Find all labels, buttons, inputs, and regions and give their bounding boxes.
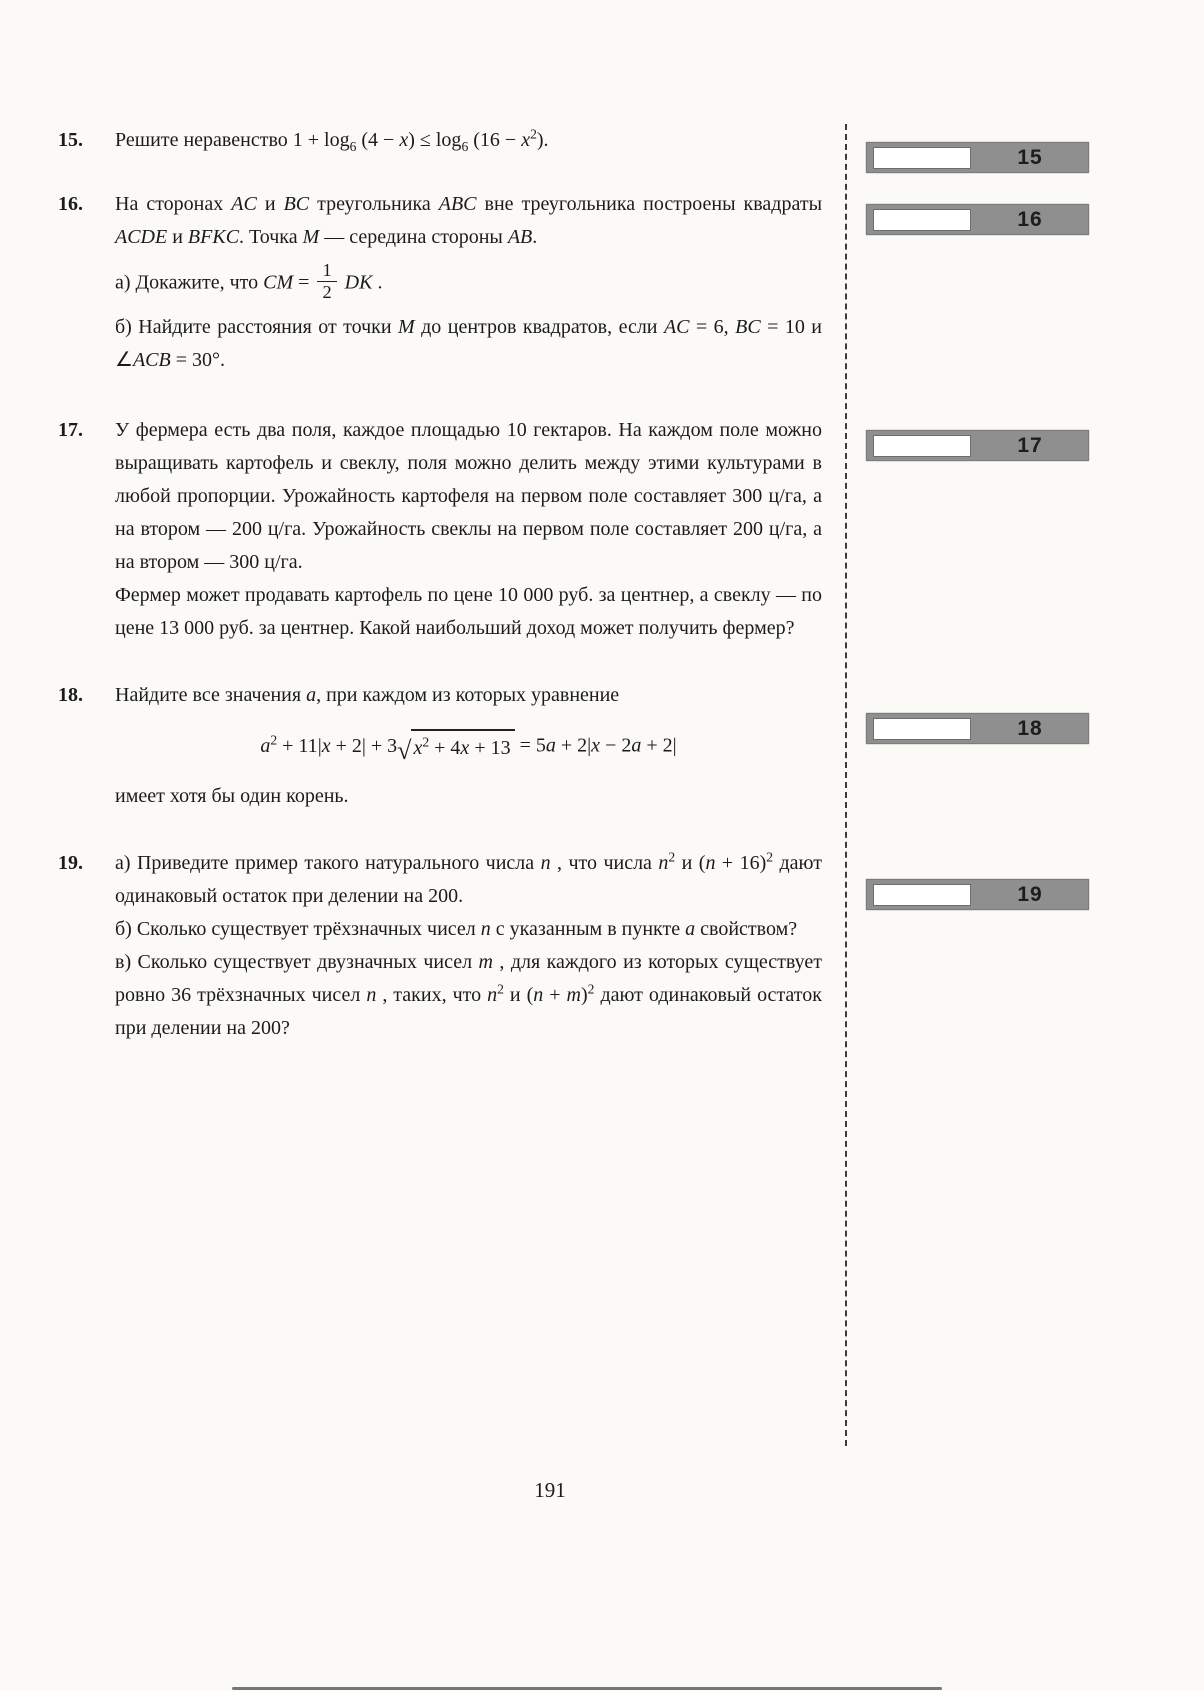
square-root — [397, 729, 514, 765]
problem-16-number: 16. — [58, 193, 83, 215]
problem-18-outro: имеет хотя бы один корень. — [115, 785, 349, 808]
problem-17-paragraph-2: Фермер может продавать картофель по цене 10 000 руб. за центнер, а свеклу — по цене 13 000 руб. за центнер. Какой наибольший доход может получить фермер? — [115, 584, 822, 640]
equation-right-part: = 5a + 2|x − 2a + 2| — [514, 734, 677, 757]
problem-19-part-v: в) Сколько существует двузначных чисел m , для каждого из которых существует ровно 36 трёхзначных чисел n , таких, что $n^2$ и $(n + m)^2$ дают одинаковый остаток при делении на 200? — [115, 951, 823, 1040]
answer-box-16 — [866, 204, 1089, 235]
radicand: $x^2 + 4x + 13$ — [411, 729, 514, 765]
scan-artifact — [232, 1687, 942, 1690]
answer-box-17 — [866, 430, 1089, 461]
answer-box-19-label: 19 — [1017, 882, 1043, 906]
answer-box-19 — [866, 879, 1089, 910]
problem-19-part-a: а) Приведите пример такого натурального числа n , что числа $n^2$ и $(n + 16)^2$ дают одинаковый остаток при делении на 200. — [115, 849, 822, 908]
dashed-cut-line — [845, 124, 847, 1446]
answer-box-18-label: 18 — [1017, 716, 1043, 740]
problem-16-part-b: б) Найдите расстояния от точки M до центров квадратов, если AC = 6, BC = 10 и ∠ACB = 30°. — [115, 316, 822, 372]
problem-16-text: На сторонах AC и BC треугольника ABC вне треугольника построены квадраты ACDE и BFKC. Точка M — середина стороны AB. — [115, 193, 822, 248]
answer-slot-16 — [873, 209, 971, 231]
problem-18 — [58, 679, 822, 813]
answer-slot-15 — [873, 147, 971, 169]
problem-16 — [58, 188, 822, 377]
problem-19-number: 19. — [58, 852, 83, 875]
answer-slot-17 — [873, 435, 971, 457]
part-a-prefix: а) Докажите, что CM = — [115, 271, 315, 294]
answer-slot-19 — [873, 884, 971, 906]
problem-17-paragraph-1: У фермера есть два поля, каждое площадью 10 гектаров. На каждом поле можно выращивать картофель и свеклу, поля можно делить между этими культурами в любой пропорции. Урожайность картофеля на первом поле составляет 300 ц/га, а на втором — 200 ц/га. Урожайность свеклы на первом поле составляет 200 ц/га, а на втором — 300 ц/га. — [115, 419, 822, 574]
answer-box-15-label: 15 — [1017, 145, 1043, 169]
problem-19-part-b: б) Сколько существует трёхзначных чисел n с указанным в пункте а свойством? — [115, 918, 798, 941]
page-number: 191 — [534, 1478, 566, 1502]
fraction-numerator: 1 — [317, 260, 336, 282]
part-a-suffix: DK . — [344, 271, 383, 294]
answer-box-18 — [866, 713, 1089, 744]
problem-19 — [58, 847, 822, 1045]
radical-icon: √ — [397, 735, 412, 765]
problem-16-part-a — [115, 262, 822, 305]
answer-box-15 — [866, 142, 1089, 173]
problem-17 — [58, 414, 822, 645]
answer-box-17-label: 17 — [1017, 433, 1043, 457]
problem-18-intro: Найдите все значения a, при каждом из которых уравнение — [115, 684, 620, 707]
problem-18-number: 18. — [58, 684, 83, 707]
problem-17-number: 17. — [58, 419, 83, 442]
problem-15 — [58, 124, 822, 157]
problem-15-text: Решите неравенство $1 + \log_6 (4 - x) \le \log_6 (16 - x^2)$. — [115, 126, 549, 154]
problem-15-number: 15. — [58, 129, 83, 151]
problems-column — [58, 124, 822, 1045]
equation-left-part: $a^2 + 11|x + 2| + 3$ — [260, 732, 398, 757]
fraction-one-half — [317, 260, 336, 303]
answer-slot-18 — [873, 718, 971, 740]
answer-box-16-label: 16 — [1017, 207, 1043, 231]
problem-18-equation — [115, 729, 822, 765]
fraction-denominator: 2 — [322, 282, 332, 303]
